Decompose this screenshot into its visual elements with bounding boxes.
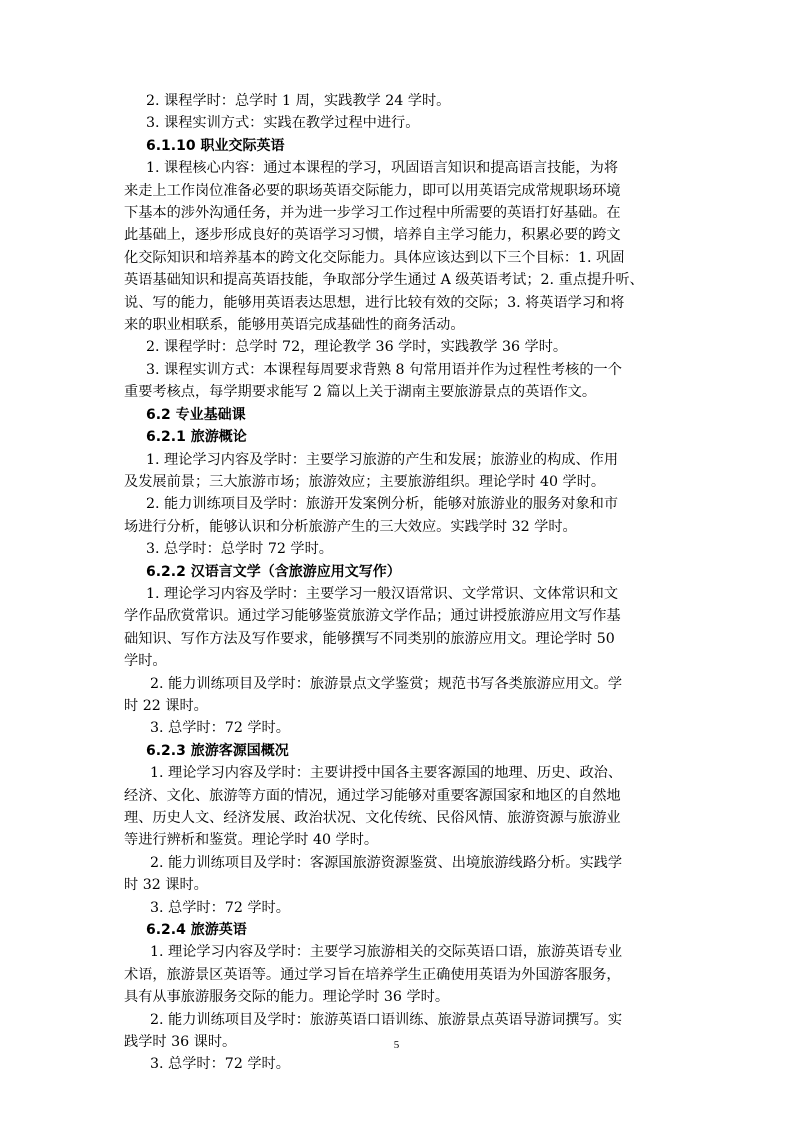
paragraph-line: 及发展前景；三大旅游市场；旅游效应；主要旅游组织。理论学时 40 学时。	[124, 473, 606, 490]
paragraph	[124, 538, 684, 560]
paragraph-line: 术语，旅游景区英语等。通过学习旨在培养学生正确使用英语为外国游客服务，	[124, 966, 621, 983]
document-body	[124, 90, 684, 1076]
paragraph-line: 经济、文化、旅游等方面的情况，通过学习能够对重要客源国家和地区的自然地	[124, 787, 621, 804]
paragraph-line: 场进行分析，能够认识和分析旅游产生的三大效应。实践学时 32 学时。	[124, 518, 577, 535]
paragraph	[124, 157, 684, 336]
paragraph-line: 来走上工作岗位准备必要的职场英语交际能力，即可以用英语完成常规职场环境	[124, 182, 621, 199]
paragraph-line: 1. 理论学习内容及学时：主要学习一般汉语常识、文学常识、文体常识和文	[146, 585, 619, 602]
heading-text: 6.2.3 旅游客源国概况	[146, 742, 289, 759]
paragraph-line: 2. 能力训练项目及学时：旅游开发案例分析，能够对旅游业的服务对象和市	[146, 496, 619, 513]
paragraph	[124, 673, 684, 718]
paragraph-line: 说、写的能力，能够用英语表达思想，进行比较有效的交际；3. 将英语学习和将	[124, 294, 625, 311]
paragraph-line: 3. 课程实训方式：实践在教学过程中进行。	[146, 115, 420, 132]
paragraph	[124, 493, 684, 538]
paragraph-line: 学作品欣赏常识。通过学习能够鉴赏旅游文学作品；通过讲授旅游应用文写作基	[124, 608, 621, 625]
paragraph-line: 3. 总学时：72 学时。	[150, 1056, 290, 1073]
paragraph-line: 1. 课程核心内容：通过本课程的学习，巩固语言知识和提高语言技能，为将	[146, 160, 619, 177]
paragraph	[124, 1053, 684, 1075]
paragraph-line: 等进行辨析和鉴赏。理论学时 40 学时。	[124, 832, 379, 849]
heading-text: 6.2.4 旅游英语	[146, 922, 247, 939]
section-heading	[124, 919, 684, 941]
paragraph	[124, 852, 684, 897]
paragraph-line: 础知识、写作方法及写作要求，能够撰写不同类别的旅游应用文。理论学时 50	[124, 630, 615, 647]
paragraph-line: 理、历史人文、经济发展、政治状况、文化传统、民俗风情、旅游资源与旅游业	[124, 810, 621, 826]
paragraph-line: 践学时 36 课时。	[124, 1034, 237, 1051]
paragraph	[124, 90, 684, 112]
paragraph	[124, 112, 684, 134]
paragraph	[124, 449, 684, 494]
heading-text: 6.2 专业基础课	[146, 406, 246, 423]
paragraph-line: 化交际知识和培养基本的跨文化交际能力。具体应该达到以下三个目标：1. 巩固	[124, 249, 625, 266]
paragraph	[124, 717, 684, 739]
paragraph-line: 1. 理论学习内容及学时：主要学习旅游相关的交际英语口语，旅游英语专业	[150, 944, 623, 961]
paragraph-line: 2. 课程学时：总学时 72，理论教学 36 学时，实践教学 36 学时。	[146, 339, 568, 356]
paragraph-line: 3. 总学时：72 学时。	[150, 720, 290, 737]
paragraph	[124, 583, 684, 673]
section-heading	[124, 135, 684, 157]
section-heading	[124, 740, 684, 762]
paragraph-line: 2. 能力训练项目及学时：客源国旅游资源鉴赏、出境旅游线路分析。实践学	[150, 854, 623, 871]
paragraph-line: 具有从事旅游服务交际的能力。理论学时 36 学时。	[124, 989, 450, 1006]
paragraph-line: 此基础上，逐步形成良好的英语学习习惯，培养自主学习能力，积累必要的跨文	[124, 227, 621, 244]
paragraph-line: 3. 总学时：72 学时。	[150, 899, 290, 916]
paragraph-line: 学时。	[124, 653, 167, 670]
section-heading	[124, 404, 684, 426]
paragraph-line: 1. 理论学习内容及学时：主要学习旅游的产生和发展；旅游业的构成、作用	[146, 451, 619, 468]
paragraph-line: 3. 课程实训方式：本课程每周要求背熟 8 句常用语并作为过程性考核的一个	[146, 361, 622, 378]
paragraph-line: 1. 理论学习内容及学时：主要讲授中国各主要客源国的地理、历史、政治、	[150, 765, 623, 782]
paragraph-line: 英语基础知识和提高英语技能，争取部分学生通过 A 级英语考试；2. 重点提升听、	[124, 272, 644, 289]
heading-text: 6.2.2 汉语言文学（含旅游应用文写作）	[146, 563, 401, 580]
paragraph	[124, 359, 684, 404]
section-heading	[124, 426, 684, 448]
paragraph-line: 下基本的涉外沟通任务，并为进一步学习工作过程中所需要的英语打好基础。在	[124, 205, 621, 222]
paragraph	[124, 941, 684, 1008]
page-number: 5	[393, 1039, 400, 1051]
section-heading	[124, 561, 684, 583]
heading-text: 6.2.1 旅游概论	[146, 429, 247, 446]
paragraph	[124, 897, 684, 919]
paragraph-line: 2. 能力训练项目及学时：旅游英语口语训练、旅游景点英语导游词撰写。实	[150, 1011, 623, 1028]
paragraph	[124, 762, 684, 852]
paragraph-line: 2. 能力训练项目及学时：旅游景点文学鉴赏；规范书写各类旅游应用文。学	[150, 675, 623, 692]
paragraph-line: 重要考核点，每学期要求能写 2 篇以上关于湖南主要旅游景点的英语作文。	[124, 384, 597, 401]
paragraph-line: 来的职业相联系，能够用英语完成基础性的商务活动。	[124, 317, 465, 334]
paragraph-line: 3. 总学时：总学时 72 学时。	[146, 541, 333, 558]
paragraph-line: 时 22 课时。	[124, 697, 208, 714]
heading-text: 6.1.10 职业交际英语	[146, 137, 285, 154]
paragraph	[124, 336, 684, 358]
paragraph-line: 2. 课程学时：总学时 1 周，实践教学 24 学时。	[146, 93, 451, 109]
paragraph-line: 时 32 课时。	[124, 877, 208, 894]
